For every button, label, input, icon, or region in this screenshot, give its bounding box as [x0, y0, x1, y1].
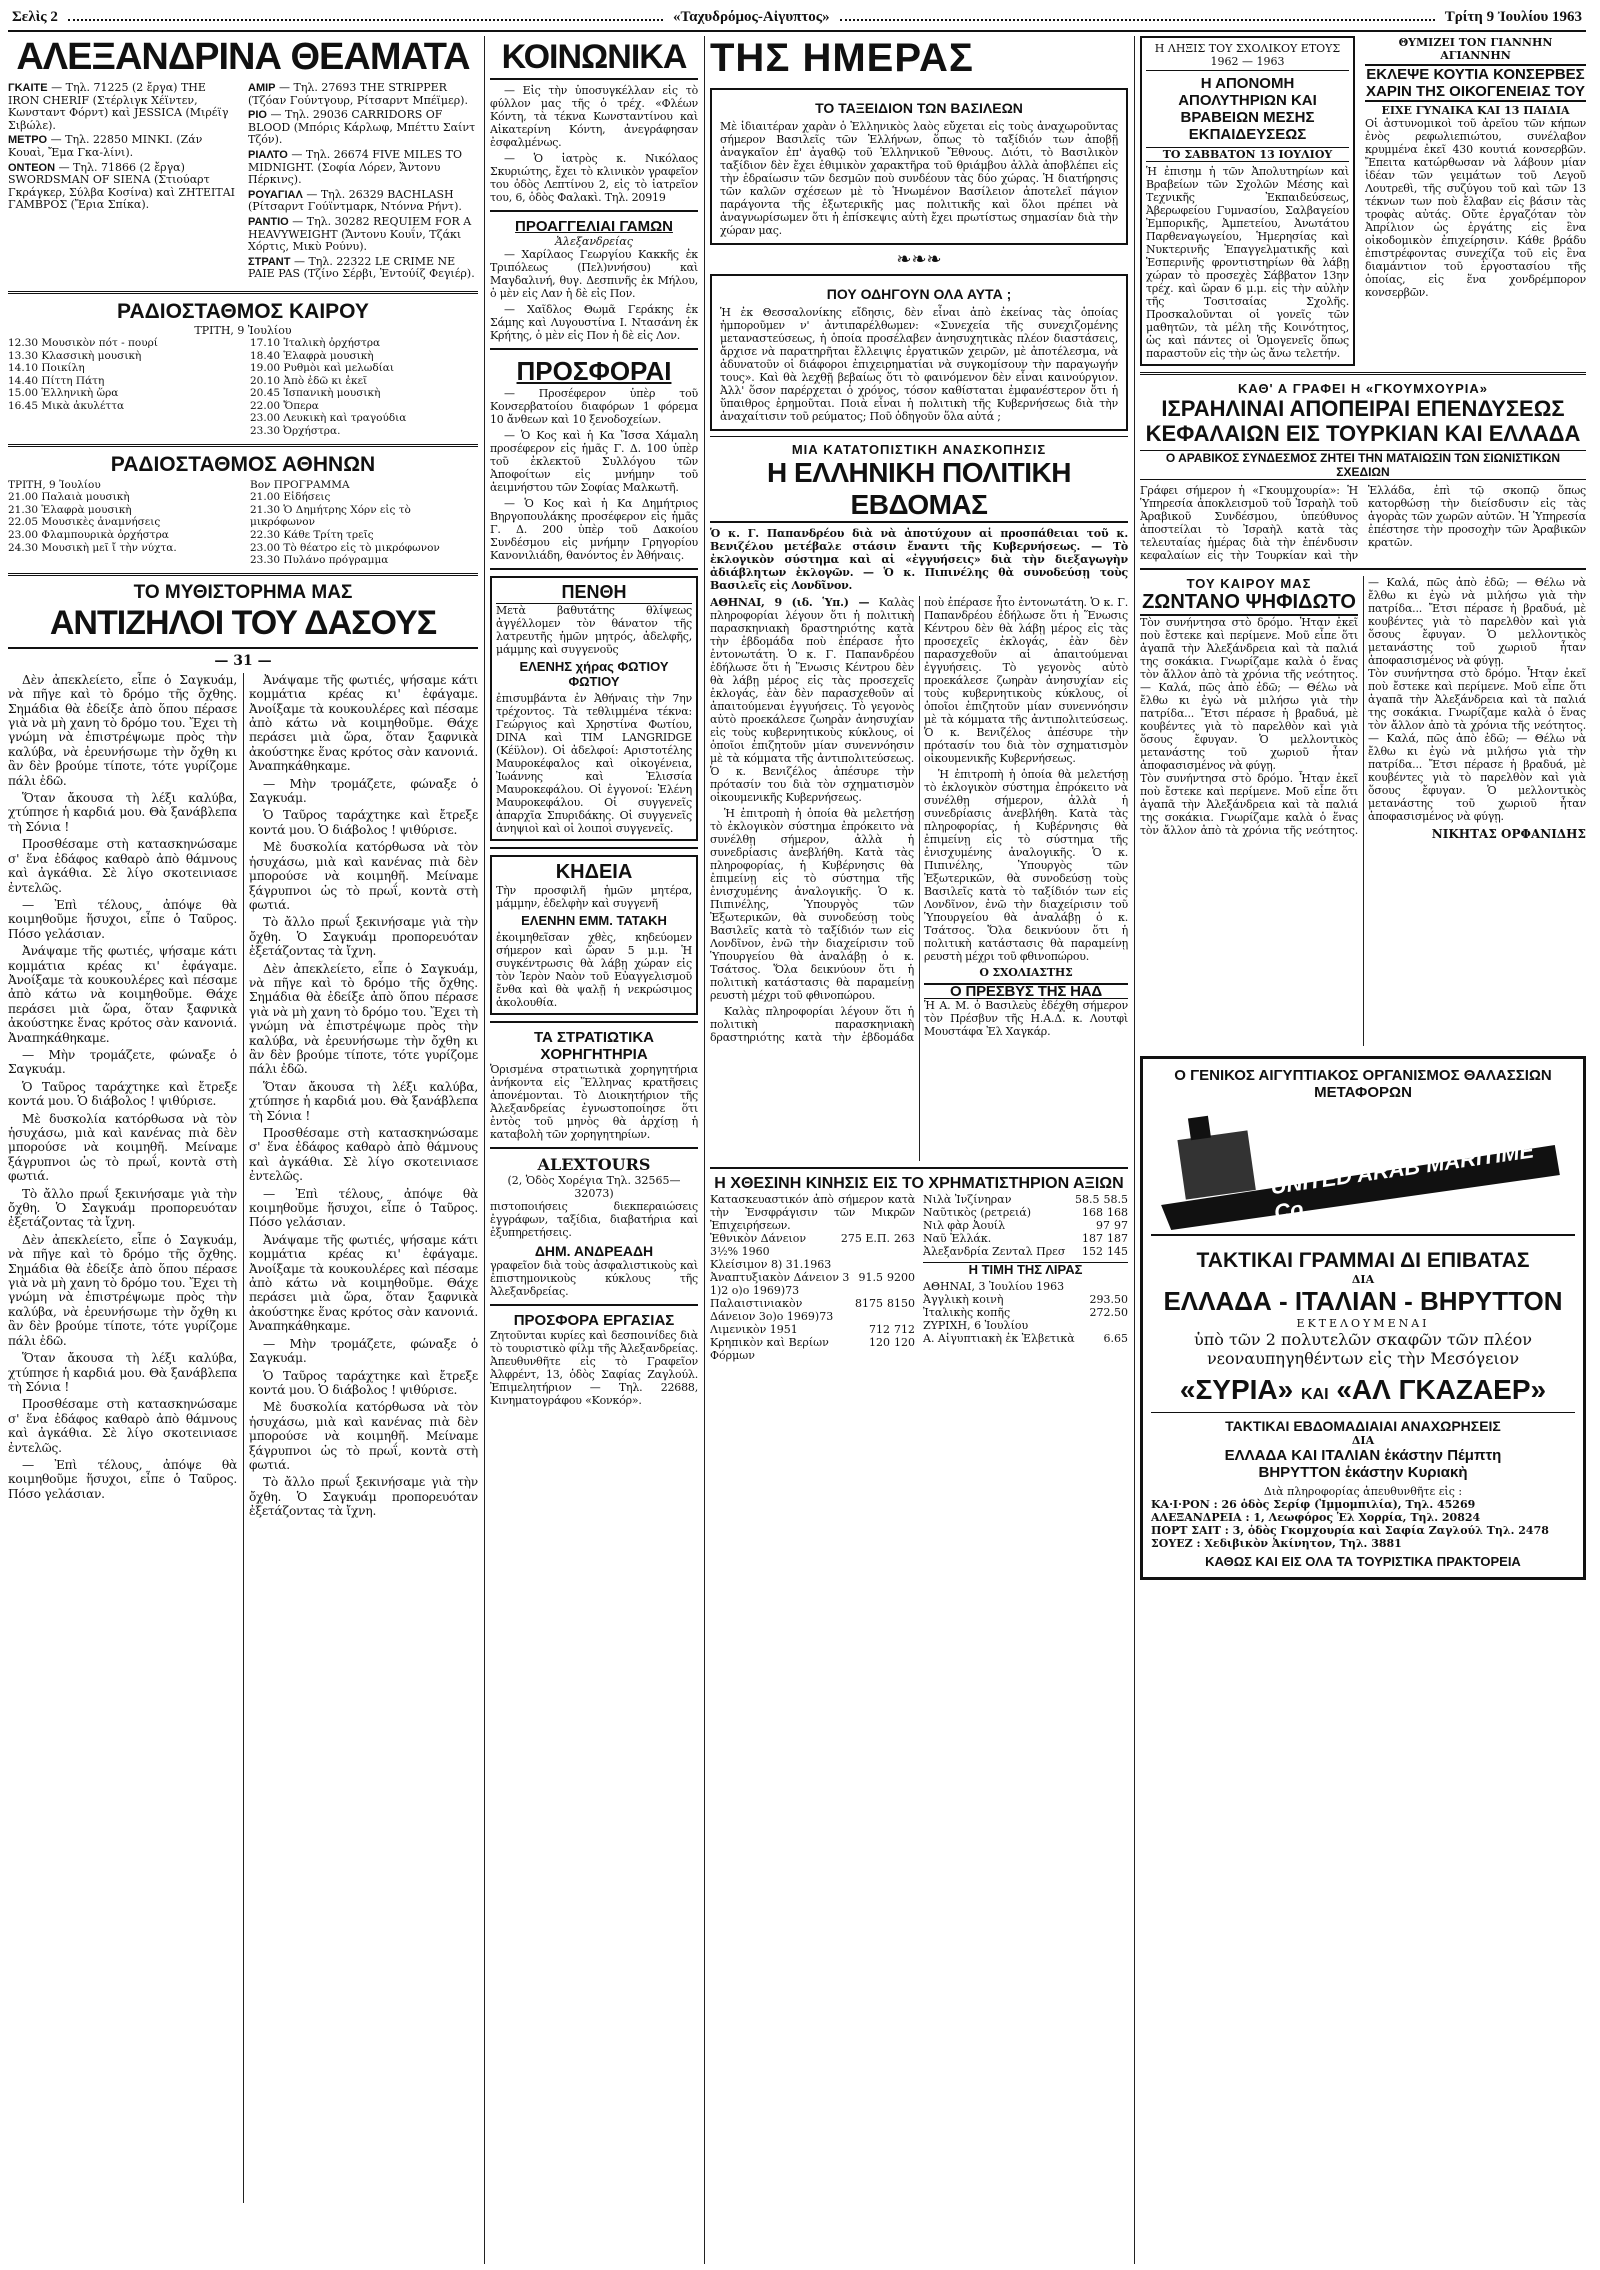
serial-paragraph: — Ἐπὶ τέλους, ἀπόψε θὰ κοιμηθοῦμε ἥσυχοι, εἶπε ὁ Ταῦρος. Πόσο γελάσιαν. [249, 1186, 478, 1230]
radio-slot: 21.30 Ἑλαφρὰ μουσικὴ [8, 503, 132, 516]
cinema-listing [248, 82, 478, 107]
radio-athens-prog: Βον ΠΡΟΓΡΑΜΜΑ [250, 478, 350, 491]
lira-row: Α. Αἰγυπτιακὴ ἐκ Ἑλβετικὰ 6.65 [923, 1332, 1128, 1345]
radio-slot: 14.10 Ποικίλη [8, 362, 85, 375]
radio-slot: 22.05 Μουσικὲς ἀναμνήσεις [8, 516, 161, 529]
mourning-notice: ΠΕΝΘΗ Μετὰ βαθυτάτης θλίψεως ἀγγέλλομεν τὸν θάνατον τῆς λατρευτῆς ἡμῶν μητρός, ἀδελφῆς, μάμμης καὶ συγγενοῦς ΕΛΕΝΗΣ χήρας ΦΩΤΙΟΥ ΦΩΤΙΟΥ ἐπισυμβάντα ἐν Ἀθήναις τὴν 7ην τρέχοντος. Τὰ τεθλιμμένα τέκνα: Γεώργιος καὶ Χρηστίνα Φωτίου, DINA καὶ TIM LANGRIDGE (Κέϋλον). Οἱ ἀδελφοί: Αριστοτέλης Μαυροκέφαλος καὶ οἰκογένεια, Ἰωάννης καὶ Ἑλισσία Μαυροκεφάλου. Οἱ ἐγγονοί: Ἑλένη Μαυροκεφάλου. Οἱ συγγενεῖς ἀπαρχῖα Σπυριδάκης. Οἱ συγγενεῖς ἀνηψιοὶ καὶ οἱ λοιποὶ συγγενεῖς. [490, 576, 698, 841]
serial-paragraph: — Μὴν τρομάζετε, φώναξε ὁ Σαγκυάμ. [249, 776, 478, 806]
page-number: Σελὶς 2 [12, 8, 58, 25]
radio-slot: 21.00 Παλαιὰ μουσικὴ [8, 491, 130, 504]
school-notice: Η ΛΗΞΙΣ ΤΟΥ ΣΧΟΛΙΚΟΥ ΕΤΟΥΣ 1962 — 1963 Η ΑΠΟΝΟΜΗ ΑΠΟΛΥΤΗΡΙΩΝ ΚΑΙ ΒΡΑΒΕΙΩΝ ΜΕΣΗΣ ΕΚΠΑΙΔΕΥΣΕΩΣ ΤΟ ΣΑΒΒΑΤΟΝ 13 ΙΟΥΛΙΟΥ Ἡ ἐπισημ ἡ τῶν Ἀπολυτηρίων καὶ Βραβείων τῶν Σχολῶν Μέσης καὶ Τεχνικῆς Ἐκπαιδεύσεως, Ἀβερωφείου Γυμνασίου, Σαλβαγείου Ἐμπορικῆς, Ἀμπετείου, Ἀνωτάτου Παρθεναγωγείου, Ἡμερησίας καὶ Νυκτερινῆς Ἐπαγγελματικῆς καὶ Ἑσπερινῆς φροντιστηρίων θὰ λάβῃ χώραν τὸ προσεχὲς Σάββατον 13ην τρέχ. καὶ ὥραν 6 μ.μ. εἰς τὴν αὐλὴν τῆς Τοσιτσαίας Σχολῆς. Προσκαλοῦνται οἱ γονεῖς τῶν μαθητῶν, τὰ μέλη τῆς Κοινότητος, ὡς καὶ πάντες οἱ Ὁμογενεῖς ὅπως παραστοῦν εἰς τὴν ὡς ἄνω τελετήν. [1140, 36, 1355, 366]
radio-slot: 21.30 Ὁ Δημήτρης Χόρν εἰς τὸ μικρόφωνον [250, 503, 411, 529]
cinema-program: — Τηλ. 22850 MINKI. (Ζάν Κουαὶ, Ἔμα Γκα-λίνι). [8, 133, 203, 159]
ship-syria: «ΣΥΡΙΑ» [1179, 1374, 1294, 1405]
market-row: Νιλὰ Ἰνζίνηραν 58.5 58.5 [923, 1193, 1128, 1206]
radio-cairo-schedule [8, 337, 478, 438]
jobs-title: ΠΡΟΣΦΟΡΑ ΕΡΓΑΣΙΑΣ [513, 1312, 675, 1329]
cinema-program: — Τηλ. 27693 THE STRIPPER (Τζόαν Γούντγουρ, Ρίτσαρντ Μπέϊμερ). [248, 81, 468, 107]
cinema-listing [8, 82, 238, 132]
radio-slot: 24.30 Μουσικὴ μεῖ ἴ τὴν νύχτα. [8, 541, 177, 554]
serial-paragraph: Μὲ δυσκολία κατόρθωσα νὰ τὸν ἡσυχάσω, μιὰ καὶ κανένας πιὰ δὲν μπορούσε νὰ κοιμηθῆ. Μείναμε ξάγρυπνοι ὡς τὸ πρωΐ, κοντὰ στὴ φωτιά. [8, 1111, 237, 1184]
radio-slot: 18.40 Ἑλαφρὰ μουσικὴ [250, 349, 374, 362]
mourning-name: ΕΛΕΝΗΣ χήρας ΦΩΤΙΟΥ ΦΩΤΙΟΥ [519, 659, 669, 689]
radio-slot: 19.00 Ρυθμὸι καὶ μελωδίαι [250, 362, 395, 375]
serial-paragraph: — Μὴν τρομάζετε, φώναξε ὁ Σαγκυάμ. [249, 1336, 478, 1366]
society-item: — Εἰς τὴν ὑποσυγκέλλαν εἰς τὸ φύλλον μας τῆς ὁ τρέχ. «Φλέων Κόντη, τὰ τέκνα Κωνσταντίνου καὶ Αἰκατερίνη Κόντη, ἀνεγράφησαν ἐσφαλμένως. [490, 84, 698, 149]
ambassador-title: Ο ΠΡΕΣΒΥΣ ΤΗΣ ΗΑΔ [924, 983, 1128, 999]
alextours-name: ALEXTOURS [537, 1155, 651, 1174]
serial-paragraph: Ὅταν ἄκουσα τὴ λέξι καλύβα, χτύπησε ἡ καρδιά μου. Θὰ ξανάβλεπα τὴ Σόνια ! [249, 1079, 478, 1123]
serial-paragraph: Δὲν ἀπεκλείετο, εἶπε ὁ Σαγκυάμ, νὰ πῆγε καὶ τὸ δρόμο τῆς ὄχθης. Σημάδια θὰ ἐδείξε ἀπὸ ὅπου πέρασε γιὰ νὰ μὴ χανη τὸ δρόμο του. Ἔχει τὴ γνώμη νὰ ἐπιστρέψωμε πρὸς τὴν καλύβα, νὰ ἐρευνήσωμε τὴν ὄχθη κι ἂν δὲν βρούμε τίποτε, τότε γυρίζομε πάλι ἐδῶ. [8, 1232, 237, 1348]
weddings-title: ΠΡΟΑΓΓΕΛΙΑΙ ΓΑΜΩΝ [515, 218, 673, 235]
ad-office-line: ΑΛΕΞΑΝΔΡΕΙΑ : 1, Λεωφόρος Ἑλ Χορρία, Τηλ. 20824 [1151, 1511, 1481, 1524]
radio-slot: 21.00 Εἰδήσεις [250, 491, 331, 504]
market-row: Ἀναπτυξιακὸν Δάνειον 3 1)2 ο)ο 1969)73 91.5 9200 [710, 1271, 915, 1297]
cinema-listing [8, 162, 238, 212]
cinema-name: ΡΙΑΛΤΟ [248, 148, 288, 161]
serial-paragraph: Προσθέσαμε στὴ κατασκηνώσαμε σ' ἕνα ἐδάφος καθαρὸ ἀπὸ θάμνους καὶ ἀγκάθια. Σὲ λίγο σκοτεινιασε ἐντελῶς. [249, 1126, 478, 1184]
cinema-listing [248, 256, 478, 281]
market-row: Ἀλεξανδρία Ζενταλ Πρεσ 152 145 [923, 1245, 1128, 1258]
serial-paragraph: Ὁ Ταῦρος ταράχτηκε καὶ ἔτρεξε κοντά μου. Ὁ διάβολος ! ψιθύρισε. [249, 1368, 478, 1397]
cinema-listings [8, 82, 478, 285]
wedding-item: — Χαῖδλος Θωμᾶ Γεράκης ἐκ Σάμης καὶ Λυγουστίνα Ι. Ντασάνη ἐκ Κρήτης, ὁ μὲν εἰς Πον ἡ δὲ εἰς Λον. [490, 303, 698, 342]
serial-paragraph: Δὲν ἀπεκλείετο, εἶπε ὁ Σαγκυάμ, νὰ πῆγε καὶ τὸ δρόμο τῆς ὄχθης. Σημάδια θὰ ἐδείξε ἀπὸ ὅπου πέρασε γιὰ νὰ μὴ χανη τὸ δρόμο του. Ἔχει τὴ γνώμη νὰ ἐπιστρέψωμε πρὸς τὴν καλύβα, νὰ ἐρευνήσωμε τὴν ὄχθη κι ἂν δὲν βρούμε τίποτε, τότε γυρίζομε πάλι ἐδῶ. [8, 672, 237, 788]
cinema-name: ΟΝΤΕΟΝ [8, 161, 56, 174]
serial-paragraph: — Ἐπὶ τέλους, ἀπόψε θὰ κοιμηθοῦμε ἥσυχοι, εἶπε ὁ Ταῦρος. Πόσο γελάσιαν. [8, 1457, 237, 1501]
market-row: Λιμενικὸν 1951 712 712 [710, 1323, 915, 1336]
radio-slot: 15.00 Ἑλληνικὴ ὥρα [8, 387, 119, 400]
radio-slot: 20.45 Ἰσπανικὴ μουσικὴ [250, 387, 381, 400]
cinema-list-right [248, 82, 478, 283]
radio-slot: 23.00 Φλαμπουρικὰ ὀρχήστρα [8, 529, 169, 542]
survey-lede: Ὁ κ. Γ. Παπανδρέου διὰ νὰ ἀποτύχουν αἱ προσπάθειαι τοῦ κ. Βενιζέλου μετέβαλε στάσιν ἔναντι τῆς Κυβερνήσεως. — Τὸ ἐκλογικὸν σύστημα καὶ αἱ «ἐγγυήσεις» διὰ τὴν διεξαγωγὴν ἀδιάβλητων ἐκλογῶν. — Ὁ κ. Πιπινέλης θὰ συνοδεύσῃ τοὺς Βασιλεῖς εἰς Λονδῖνον. [710, 527, 1128, 592]
issue-date: Τρίτη 9 Ἰουλίου 1963 [1444, 8, 1583, 25]
radio-slot: 23.00 Λευκικὴ καὶ τραγούδια [250, 412, 407, 425]
market-row: Ναῦτικὸς (ρετρειά) 168 168 [923, 1206, 1128, 1219]
cinema-name: ΜΕΤΡΟ [8, 134, 48, 147]
military-title: ΤΑ ΣΤΡΑΤΙΩΤΙΚΑ ΧΟΡΗΓΗΤΗΡΙΑ [533, 1029, 655, 1063]
society-item: — Ὁ ἰατρὸς κ. Νικόλαος Σκυριώτης, ἔχει τὸ κλινικὸν γραφεῖον του ὁδὸς Λεπτίνου 2, εἰς τὸ ἰατρεῖον του, 6, ὁδὸς Φαλακὶ. Τηλ. 20919 [490, 152, 698, 204]
radio-athens-day: ΤΡΙΤΗ, 9 Ἰουλίου [8, 478, 101, 491]
offers-title: ΠΡΟΣΦΟΡΑΙ [516, 356, 672, 386]
weddings-sub: Ἀλεξανδρείας [555, 235, 633, 248]
radio-slot: 16.45 Μικὰ ἀκυλέττα [8, 399, 125, 412]
offer-item: — Προσέφερον ὑπὲρ τοῦ Κονσερβατοίου διαφόρων 1 φόρεμα 10 ἄνθεων καὶ 10 ξενοδοχείων. [490, 387, 698, 426]
radio-slot: 13.30 Κλασσικὴ μουσικὴ [8, 349, 142, 362]
ship-flag-text: UNITED ARAB MARITIME Co. [1268, 1137, 1536, 1225]
serial-body [8, 673, 478, 2203]
radio-athens-title: ΡΑΔΙΟΣΤΑΘΜΟΣ ΑΘΗΝΩΝ [110, 452, 376, 476]
serial-paragraph: — Μὴν τρομάζετε, φώναξε ὁ Σαγκυάμ. [8, 1047, 237, 1077]
funeral-name: ΕΛΕΝΗΝ ΕΜΜ. ΤΑΤΑΚΗ [521, 913, 667, 928]
survey-label: ΜΙΑ ΚΑΤΑΤΟΠΙΣΤΙΚΗ ΑΝΑΣΚΟΠΗΣΙΣ [791, 442, 1047, 457]
offer-item: — Ὁ Κος καὶ ἡ Κα Δημήτριος Βηργοπουλάκης προσέφερον εἰς ἡμᾶς Γ. Δ. 200 ὑπὲρ τοῦ Δακοίου Συνδέσμου εἰς μνήμην Γρηγορίου Κανονιλιάδη, θανόντος ἐν Ἀθήναις. [490, 497, 698, 562]
market-row: Κρηπικὸν καὶ Βερίων Φόρμων 120 120 [710, 1336, 915, 1362]
banner-title: ΤΗΣ ΗΜΕΡΑΣ [710, 36, 974, 80]
cinema-program: — Τηλ. 30282 REQUIEM FOR A HEAVYWEIGHT (Ἄντονυ Κουΐν, Τζάκι Χόρτις, Μικὺ Ρούνυ). [248, 214, 472, 254]
cinema-name: ΡΟΥΑΓΙΑΛ [248, 188, 303, 201]
ship-algazaer: «ΑΛ ΓΚΑΖΑΕΡ» [1336, 1374, 1547, 1405]
society-title: ΚΟΙΝΩΝΙΚΑ [490, 36, 698, 80]
survey-body: ΑΘΗΝΑΙ, 9 (ιδ. Ὑπ.) — Καλὰς πληροφορίαι λέγουν ὅτι ἡ πολιτικὴ παρασκηνιακὴ δραστηριότης κατὰ τὴν ἑβδομάδα ποὺ ἐπέρασε ἦτο ἐντονωτάτη. Ὁ κ. Γ. Παπανδρέου ἐδήλωσε ὅτι ἡ Ἕνωσις Κέντρου δὲν θὰ λάβῃ μέρος εἰς τὰς προσεχεῖς ἐκλογάς, ἐὰν δὲν παρασχεθοῦν αἱ ἀπαιτούμεναι ἐγγυήσεις. Τὸ γεγονὸς αὐτὸ προεκάλεσε ζωηρὰν ἀνησυχίαν εἰς τοὺς κυβερνητικοὺς κύκλους, οἱ ὁποῖοι ἐπιζητοῦν μίαν συνεννόησιν μὲ τὰ κόμματα τῆς ἀντιπολιτεύσεως. Ὁ κ. Βενιζέλος ἀπέσυρε τὴν πρότασίν του διὰ τὸν σχηματισμὸν οἰκουμενικῆς Κυβερνήσεως. Ἡ ἐπιτροπὴ ἡ ὁποία θὰ μελετήσῃ τὸ ἐκλογικὸν σύστημα ἐπρόκειτο νὰ συνέλθῃ σήμερον, ἀλλὰ ἡ συνεδρίασις ἀνεβλήθη. Κατὰ τὰς πληροφορίας, ἡ Κυβέρνησις θὰ ἐπιμείνῃ εἰς τὸ σύστημα τῆς ἐνισχυμένης ἀναλογικῆς. Ὁ κ. Πιπινέλης, Ὑπουργὸς τῶν Ἐξωτερικῶν, θὰ συνοδεύσῃ τοὺς Βασιλεῖς κατὰ τὸ ταξίδιόν των εἰς Λονδῖνον, ἐνῶ τὴν διαχείρισιν τοῦ Ὑπουργείου θὰ ἀναλάβῃ ὁ κ. Τσάτσος. Ὅλα δεικνύουν ὅτι ἡ πολιτικὴ κατάστασις θὰ παραμείνῃ ρευστὴ μέχρι τοῦ φθινοπώρου. Καλὰς πληροφορίαι λέγουν ὅτι ἡ πολιτικὴ παρασκηνιακὴ δραστηριότης κατὰ τὴν ἑβδομάδα ποὺ ἐπέρασε ἦτο ἐντονωτάτη. Ὁ κ. Γ. Παπανδρέου ἐδήλωσε ὅτι ἡ Ἕνωσις Κέντρου δὲν θὰ λάβῃ μέρος εἰς τὰς προσεχεῖς ἐκλογάς, ἐὰν δὲν παρασχεθοῦν αἱ ἀπαιτούμεναι ἐγγυήσεις. Τὸ γεγονὸς αὐτὸ προεκάλεσε ζωηρὰν ἀνησυχίαν εἰς τοὺς κυβερνητικοὺς κύκλους, οἱ ὁποῖοι ἐπιζητοῦν μίαν συνεννόησιν μὲ τὰ κόμματα τῆς ἀντιπολιτεύσεως. Ὁ κ. Βενιζέλος ἀπέσυρε τὴν πρότασίν του διὰ τὸν σχηματισμὸν οἰκουμενικῆς Κυβερνήσεως. Ἡ ἐπιτροπὴ ἡ ὁποία θὰ μελετήσῃ τὸ ἐκλογικὸν σύστημα ἐπρόκειτο νὰ συνέλθῃ σήμερον, ἀλλὰ ἡ συνεδρίασις ἀνεβλήθη. Κατὰ τὰς πληροφορίας, ἡ Κυβέρνησις θὰ ἐπιμείνῃ εἰς τὸ σύστημα τῆς ἐνισχυμένης ἀναλογικῆς. Ὁ κ. Πιπινέλης, Ὑπουργὸς τῶν Ἐξωτερικῶν, θὰ συνοδεύσῃ τοὺς Βασιλεῖς κατὰ τὸ ταξίδιόν των εἰς Λονδῖνον, ἐνῶ τὴν διαχείρισιν τοῦ Ὑπουργείου θὰ ἀναλάβῃ ὁ κ. Τσάτσος. Ὅλα δεικνύουν ὅτι ἡ πολιτικὴ κατάστασις θὰ παραμείνῃ ρευστὴ μέχρι τοῦ φθινοπώρου. Ο ΣΧΟΛΙΑΣΤΗΣ Ο ΠΡΕΣΒΥΣ ΤΗΣ ΗΑΔ Ἡ Α. Μ. ὁ Βασιλεὺς ἐδέχθη σήμερον τὸν Πρέσβυν τῆς Η.Α.Δ. κ. Λουτφὶ Μουστάφα Ἐλ Χαγκάρ. [710, 596, 1128, 1044]
serial-label: ΤΟ ΜΥΘΙΣΤΟΡΗΜΑ ΜΑΣ [133, 581, 353, 603]
cinema-list-left [8, 82, 238, 283]
scholiast: Ο ΣΧΟΛΙΑΣΤΗΣ [979, 966, 1073, 979]
cinema-program: — Τηλ. 26329 BACHLASH (Ρίτσαρντ Γούϊντμαρκ, Ντόννα Ρήντ). [248, 187, 462, 214]
paper-name: «Ταχυδρόμος-Αἰγυπτος» [672, 8, 830, 25]
serial-paragraph: Ὅταν ἄκουσα τὴ λέξι καλύβα, χτύπησε ἡ καρδιά μου. Θὰ ξανάβλεπα τὴ Σόνια ! [8, 1351, 237, 1394]
cinema-name: ΡΑΝΤΙΟ [248, 215, 289, 228]
serial-paragraph: Ἀνάψαμε τῆς φωτιές, ψήσαμε κάτι κομμάτια κρέας κι' ἐφάγαμε. Ἀνοίξαμε τὰ κουκουλέρες καὶ πέσαμε ἀπὸ κάτω νὰ κοιμηθοῦμε. Θάχε περάσει μιὰ ὥρα, ὅταν ξαφνικὰ ἀκούστηκε ἕνας κρότος σὰν κανονιά. Ἀναπηκάθηκαμε. [249, 672, 478, 774]
radio-slot: 14.40 Πίττη Πάτη [8, 374, 105, 387]
cinema-name: ΓΚΑΙΤΕ [8, 82, 48, 94]
radio-slot: 22.00 Ὄπερα [250, 399, 319, 412]
serial-paragraph: Ὅταν ἄκουσα τὴ λέξι καλύβα, χτύπησε ἡ καρδιά μου. Θὰ ξανάβλεπα τὴ Σόνια ! [8, 791, 237, 834]
editorial-where: ΠΟΥ ΟΔΗΓΟΥΝ ΟΛΑ ΑΥΤΑ ; Ἡ ἐκ Θεσσαλονίκης εἴδησις, δὲν εἶναι ἀπὸ ἐκείνας τὰς ὁποίας ἠμποροῦμεν ν' ἀντιπαρέλθωμεν: «Συνεχεία τῆς συνεχιζομένης μεταναστεύσεως, ἡ ὁποία προσέλαβεν ἀνησυχητικὰς πλέον διαστάσεις, ἄρχισε νὰ παρατηρῆται ἔλλειψις ἐργατικῶν χειρῶν, μὲ ἀποτέλεσμα, νὰ ἀδυνατοῦν οἱ διάφοροι ἐπιχειρηματίαι νὰ συγκομίσουν τὴν παραγωγήν τους». Καὶ θὰ λεχθῇ βεβαίως ὅτι τὸ φαινόμενον δὲν εἶναι καινούργιον. Ἀλλ' ὅσον παρέρχεται ὁ χρόνος, τόσον καθίσταται ἐμφανέστερον ὅτι ἡ ὕπαιθρος ἐρημοῦται. Ποιὰ εἶναι ἡ πολιτικὴ τῆς Κυβερνήσεως διὰ τὴν ἀναχαίτισιν τοῦ ρεύματος; Ποῦ ὁδηγοῦν ὅλα αὐτά ; [710, 274, 1128, 431]
market-row: Ναῦ Ἑλλάκ. 187 187 [923, 1232, 1128, 1245]
column-entertainment [8, 36, 478, 2264]
radio-slot: 23.30 Ὀρχήστρα. [250, 425, 341, 438]
editorial-kings: ΤΟ ΤΑΞΕΙΔΙΟΝ ΤΩΝ ΒΑΣΙΛΕΩΝ Μὲ ἰδιαιτέραν χαρὰν ὁ Ἑλληνικὸς λαὸς εὔχεται εἰς τοὺς ἀναχωροῦντας σήμερον Βασιλεῖς τῶν Ἑλλήνων, ὅπως τὸ ταξίδιόν των ἀποβῇ ἀναγκαῖον ἐπ' ἀγαθῷ τοῦ Ἑλληνικοῦ Ἔθνους. Διότι, τὸ Βασιλικὸν ταξίδιον δὲν ἔχει ἐθιμικὸν χαρακτῆρα τοῦ θριάμβου ἀλλὰ ἀποβλέπει εἰς τὴν ἐδραίωσιν τῶν δεσμῶν ποὺ συνδέουν τὰς δύο χώρας. Ἡ διατήρησις τῶν καλῶν σχέσεων μὲ τὸ Ἡνωμένον Βασίλειον ἀποτελεῖ πάγιον παράγοντα τῆς ἐξωτερικῆς μας πολιτικῆς καὶ ὅλοι πρέπει νὰ ἀναγνωρίσωμεν ὅτι ἡ ἐπίσκεψις αὐτὴ ἔχει πρωτίστως σημασίαν διὰ τὴν χώραν μας. [710, 88, 1128, 245]
survey-title: Η ΕΛΛΗΝΙΚΗ ΠΟΛΙΤΙΚΗ ΕΒΔΟΜΑΣ [710, 457, 1128, 523]
cinema-program: — Τηλ. 26674 FIVE MILES TO MIDNIGHT. (Σοφία Λόρεν, Ἄντονυ Πέρκινς). [248, 147, 462, 187]
serial-paragraph: Προσθέσαμε στὴ κατασκηνώσαμε σ' ἕνα ἐδάφος καθαρὸ ἀπὸ θάμνους καὶ ἀγκάθια. Σὲ λίγο σκοτεινιασε ἐντελῶς. [8, 837, 237, 895]
market-title: Η ΧΘΕΣΙΝΗ ΚΙΝΗΣΙΣ ΕΙΣ ΤΟ ΧΡΗΜΑΤΙΣΤΗΡΙΟΝ ΑΞΙΩΝ [714, 1175, 1124, 1192]
society-items [490, 84, 698, 204]
lira-row: Ἀγγλικὴ κοινὴ 293.50 [923, 1293, 1128, 1306]
serial-paragraph: Τὸ ἄλλο πρωΐ ξεκινήσαμε γιὰ τὴν ὄχθη. Ὁ Σαγκυάμ προπορευόταν ἐξετάζοντας τὰ ἴχνη. [8, 1186, 237, 1230]
cinema-program: — Τηλ. 29036 CARRIDORS OF BLOOD (Μπόρις Κάρλωφ, Μπέττυ Σαίντ Τζόν). [248, 108, 476, 147]
serial-paragraph: Ἀνάψαμε τῆς φωτιές, ψήσαμε κάτι κομμάτια κρέας κι' ἐφάγαμε. Ἀνοίξαμε τὰ κουκουλέρες καὶ πέσαμε ἀπὸ κάτω νὰ κοιμηθοῦμε. Θάχε περάσει μιὰ ὥρα, ὅταν ξαφνικὰ ἀκούστηκε ἕνας κρότος σὰν κανονιά. Ἀναπηκάθηκαμε. [249, 1232, 478, 1334]
serial-paragraph: Ἀνάψαμε τῆς φωτιές, ψήσαμε κάτι κομμάτια κρέας κι' ἐφάγαμε. Ἀνοίξαμε τὰ κουκουλέρες καὶ πέσαμε ἀπὸ κάτω νὰ κοιμηθοῦμε. Θάχε περάσει μιὰ ὥρα, ὅταν ξαφνικὰ ἀκούστηκε ἕνας κρότος σὰν κανονιά. Ἀναπηκάθηκαμε. [8, 944, 237, 1045]
israel-title: ΙΣΡΑΗΛΙΝΑΙ ΑΠΟΠΕΙΡΑΙ ΕΠΕΝΔΥΣΕΩΣ ΚΕΦΑΛΑΙΩΝ ΕΙΣ ΤΟΥΡΚΙΑΝ ΚΑΙ ΕΛΛΑΔΑ [1145, 396, 1581, 446]
radio-cairo-title: ΡΑΔΙΟΣΤΑΘΜΟΣ ΚΑΙΡΟΥ [117, 299, 369, 323]
cinema-listing [248, 149, 478, 187]
radio-slot: 20.10 Ἀπὸ ἐδῶ κι ἐκεῖ [250, 374, 368, 387]
ad-route: ΕΛΛΑΔΑ - ΙΤΑΛΙΑΝ - ΒΗΡΥΤΤΟΝ [1163, 1286, 1563, 1316]
lira-row: Ἰταλικὴς κοπῆς 272.50 [923, 1306, 1128, 1319]
serial-paragraph: Μὲ δυσκολία κατόρθωσα νὰ τὸν ἡσυχάσω, μιὰ καὶ κανένας πιὰ δὲν μπορούσε νὰ κοιμηθῆ. Μείναμε ξάγρυπνοι ὡς τὸ πρωΐ, κοντὰ στὴ φωτιά. [249, 840, 478, 912]
serial-number: — 31 — [214, 652, 272, 669]
serial-paragraph: Ὁ Ταῦρος ταράχτηκε καὶ ἔτρεξε κοντά μου. Ὁ διάβολος ! ψιθύρισε. [8, 1079, 237, 1109]
cinema-program: — Τηλ. 71866 (2 ἔργα) SWORDSMAN OF SIENA (Στιούαρτ Γκράγκερ, Σύλβα Κοσίνα) καὶ ΖΗΤΕΙΤΑΙ ΓΑΜΒΡΟΣ (Ἔρια Σπίκα). [8, 160, 235, 212]
serial-paragraph: Τὸ ἄλλο πρωΐ ξεκινήσαμε γιὰ τὴν ὄχθη. Ὁ Σαγκυάμ προπορευόταν ἐξετάζοντας τὰ ἴχνη. [249, 915, 478, 959]
column-social: ΚΟΙΝΩΝΙΚΑ — Εἰς τὴν ὑποσυγκέλλαν εἰς τὸ φύλλον μας τῆς ὁ τρέχ. «Φλέων Κόντη, τὰ τέκνα Κωνσταντίνου καὶ Αἰκατερίνη Κόντη, ἀνεγράφησαν ἐσφαλμένως. — Ὁ ἰατρὸς κ. Νικόλαος Σκυριώτης, ἔχει τὸ κλινικὸν γραφεῖον του ὁδὸς Λεπτίνου 2, εἰς τὸ ἰατρεῖον του, 6, ὁδὸς Φαλακὶ. Τηλ. 20919 ΠΡΟΑΓΓΕΛΙΑΙ ΓΑΜΩΝ Ἀλεξανδρείας — Χαρίλαος Γεωργίου Κακκῆς ἐκ Τριπόλεως (Πελ)ννήσου) καὶ Μαγδαλινή, θυγ. Δεσπινῆς ἐκ Μήλου, ὁ μὲν εἰς Λαν ἡ δὲ εἰς Πον. — Χαῖδλος Θωμᾶ Γεράκης ἐκ Σάμης καὶ Λυγουστίνα Ι. Ντασάνη ἐκ Κρήτης, ὁ μὲν εἰς Πον ἡ δὲ εἰς Λον. ΠΡΟΣΦΟΡΑΙ — Προσέφερον ὑπὲρ τοῦ Κονσερβατοίου διαφόρων 1 φόρεμα 10 ἄνθεων καὶ 10 ξενοδοχείων. — Ὁ Κος καὶ ἡ Κα Ἴσσα Χάμαλη προσέφερον εἰς ἡμᾶς Γ. Δ. 100 ὑπὲρ τοῦ ἐκλεκτοῦ Συλλόγου τῶν Ἀποφοίτων εἰς μνήμην τοῦ ἀειμνήστου τῶν Σοφίας Μαλκωτῆ. — Ὁ Κος καὶ ἡ Κα Δημήτριος Βηργοπουλάκης προσέφερον εἰς ἡμᾶς Γ. Δ. 200 ὑπὲρ τοῦ Δακοίου Συνδέσμου εἰς μνήμην Γρηγορίου Κανονιλιάδη, θανόντος ἐν Ἀθήναις. ΠΕΝΘΗ Μετὰ βαθυτάτης θλίψεως ἀγγέλλομεν τὸν θάνατον τῆς λατρευτῆς ἡμῶν μητρός, ἀδελφῆς, μάμμης καὶ συγγενοῦς ΕΛΕΝΗΣ χήρας ΦΩΤΙΟΥ ΦΩΤΙΟΥ ἐπισυμβάντα ἐν Ἀθήναις τὴν 7ην τρέχοντος. Τὰ τεθλιμμένα τέκνα: Γεώργιος καὶ Χρηστίνα Φωτίου, DINA καὶ TIM LANGRIDGE (Κέϋλον). Οἱ ἀδελφοί: Αριστοτέλης Μαυροκέφαλος καὶ οἰκογένεια, Ἰωάννης καὶ Ἑλισσία Μαυροκεφάλου. Οἱ ἐγγονοί: Ἑλένη Μαυροκεφάλου. Οἱ συγγενεῖς ἀπαρχῖα Σπυριδάκης. Οἱ συγγενεῖς ἀνηψιοὶ καὶ οἱ λοιποὶ συγγενεῖς. ΚΗΔΕΙΑ Τὴν προσφιλῆ ἡμῶν μητέρα, μάμμην, ἐδελφὴν καὶ συγγενῆ ΕΛΕΝΗΝ ΕΜΜ. ΤΑΤΑΚΗ ἐκοιμηθεῖσαν χθὲς, κηδεύομεν σήμερον καὶ ὥραν 5 μ.μ. Ἡ συγκέντρωσις θὰ λάβῃ χώραν εἰς τὸν Ἱερὸν Ναὸν τοῦ Εὐαγγελισμοῦ ἔνθα καὶ θὰ ψαλῇ ἡ νεκρώσιμος ἀκολουθία. ΤΑ ΣΤΡΑΤΙΩΤΙΚΑ ΧΟΡΗΓΗΤΗΡΙΑ Ὁρισμένα στρατιωτικὰ χορηγητήρια ἀνήκοντα εἰς Ἕλληνας κρατῆσεις ἀπονέμονται. Τὸ Διοικητήριον τῆς Ἀλεξανδρείας ἐγνωστοποίησε ὅτι ἐντὸς τοῦ μηνὸς θὰ ἀρχίσῃ ἡ καταβολὴ τῶν χορηγητηρίων. ALEXTOURS (2, Ὁδὸς Χορέγια Τηλ. 32565—32073) πιστοποιήσεις διεκπεραιώσεις ἐγγράφων, ταξίδια, διαβατήρια καὶ ἐξυπηρετήσεις. ΔΗΜ. ΑΝΔΡΕΑΔΗ γραφεῖον διὰ τοὺς ἀσφαλιστικοὺς καὶ ἐπιστημονικοὺς κύκλους τῆς Ἀλεξανδρείας. ΠΡΟΣΦΟΡΑ ΕΡΓΑΣΙΑΣ Ζητοῦνται κυρίες καὶ δεσποινίδες διὰ τὸ τουριστικὸ φίλμ τῆς Ἀλεξανδρείας. Ἀπευθυνθῆτε εἰς τὸ Γραφεῖον Ἀλφρέντ, 13, ὁδὸς Σαφίας Ζαγλούλ. Ἐπιμελητήριον — Τηλ. 22688, Κινηματογράφου «Κονκόρ». [490, 38, 698, 1407]
cinema-program: — Τηλ. 22322 LE CRIME NE PAIE PAS (Τζίνο Σέρβι, Ἐντούίζ Φεγιέρ). [248, 254, 475, 281]
ad-office-line: ΠΟΡΤ ΣΑΙΤ : 3, ὁδὸς Γκομχουρία καὶ Σαφία Ζαγλούλ Τηλ. 2478 [1151, 1524, 1549, 1537]
market-table: Κατασκευαστικόν ἀπὸ σήμερον κατὰ τὴν Ἐνσφράγισιν τῶν Μικρῶν Ἐπιχειρήσεων. Ἐθνικὸν Δάνειον 3½% 1960 275 Ε.Π. 263 Κλείσιμον 8) 31.1963 Ἀναπτυξιακὸν Δάνειον 3 1)2 ο)ο 1969)73 91.5 9200 Παλαιστινιακὸν Δάνειον 3ο)ο 1969)73 8175 8150 Λιμενικὸν 1951 712 712 Κρηπικὸν καὶ Βερίων Φόρμων 120 120 Νιλὰ Ἰνζίνηραν 58.5 58.5 Ναῦτικὸς (ρετρειά) 168 168 Νιλ φὰρ Ἀουίλ 97 97 Ναῦ Ἑλλάκ. 187 187 Ἀλεξανδρία Ζενταλ Πρεσ 152 145 Η ΤΙΜΗ ΤΗΣ ΛΙΡΑΣ ΑΘΗΝΑΙ, 3 Ἰουλίου 1963 Ἀγγλικὴ κοινὴ 293.50 Ἰταλικὴς κοπῆς 272.50 ΖΥΡΙΧΗ, 6 Ἰουλίου Α. Αἰγυπτιακὴ ἐκ Ἑλβετικὰ 6.65 [710, 1193, 1128, 1362]
radio-slot: 12.30 Μουσικὸν πότ - πουρί [8, 336, 158, 349]
funeral-notice: ΚΗΔΕΙΑ Τὴν προσφιλῆ ἡμῶν μητέρα, μάμμην, ἐδελφὴν καὶ συγγενῆ ΕΛΕΝΗΝ ΕΜΜ. ΤΑΤΑΚΗ ἐκοιμηθεῖσαν χθὲς, κηδεύομεν σήμερον καὶ ὥραν 5 μ.μ. Ἡ συγκέντρωσις θὰ λάβῃ χώραν εἰς τὸν Ἱερὸν Ναὸν τοῦ Εὐαγγελισμοῦ ἔνθα καὶ θὰ ψαλῇ ἡ νεκρώσιμος ἀκολουθία. [490, 855, 698, 1015]
andreadis-name: ΔΗΜ. ΑΝΔΡΕΑΔΗ [534, 1243, 654, 1259]
cinema-listing [8, 134, 238, 159]
serial-paragraph: Μὲ δυσκολία κατόρθωσα νὰ τὸν ἡσυχάσω, μιὰ καὶ κανένας πιὰ δὲν μπορούσε νὰ κοιμηθῆ. Μείναμε ξάγρυπνοι ὡς τὸ πρωΐ, κοντὰ στὴ φωτιά. [249, 1400, 478, 1472]
market-row: Κλείσιμον 8) 31.1963 [710, 1258, 832, 1271]
market-row: Νιλ φὰρ Ἀουίλ 97 97 [923, 1219, 1128, 1232]
cinema-name: ΡΙΟ [248, 109, 267, 122]
serial-paragraph: — Ἐπὶ τέλους, ἀπόψε θὰ κοιμηθοῦμε ἥσυχοι, εἶπε ὁ Ταῦρος. Πόσο γελάσιαν. [8, 897, 237, 941]
cinema-name: ΣΤΡΑΝΤ [248, 255, 291, 268]
radio-slot: 23.00 Τὸ θέατρο εἰς τὸ μικρόφωνον [250, 541, 440, 554]
ship-illustration [1151, 1105, 1575, 1245]
radio-slot: 17.10 Ἰταλικὴ ὀρχήστρα [250, 336, 381, 349]
ad-office-line: ΣΟΥΕΖ : Χεδιβικὸν Ἀκίνητον, Τηλ. 3881 [1151, 1537, 1402, 1550]
cinema-listing [248, 109, 478, 147]
cinema-name: ΑΜΙΡ [248, 82, 276, 94]
radio-cairo-day: ΤΡΙΤΗ, 9 Ἰουλίου [194, 323, 292, 337]
maritime-ad: Ο ΓΕΝΙΚΟΣ ΑΙΓΥΠΤΙΑΚΟΣ ΟΡΓΑΝΙΣΜΟΣ ΘΑΛΑΣΣΙΩΝ ΜΕΤΑΦΟΡΩΝ UNITED ARAB MARITIME Co. ΤΑΚΤΙΚΑΙ ΓΡΑΜΜΑΙ ΔΙ ΕΠΙΒΑΤΑΣ ΔΙΑ ΕΛΛΑΔΑ - ΙΤΑΛΙΑΝ - ΒΗΡΥΤΤΟΝ ΕΚΤΕΛΟΥΜΕΝΑΙ ὑπὸ τῶν 2 πολυτελῶν σκαφῶν τῶν πλέον νεοναυπηγηθέντων εἰς τὴν Μεσόγειον «ΣΥΡΙΑ» ΚΑΙ «ΑΛ ΓΚΑΖΑΕΡ» ΤΑΚΤΙΚΑΙ ΕΒΔΟΜΑΔΙΑΙΑΙ ΑΝΑΧΩΡΗΣΕΙΣ ΔΙΑ ΕΛΛΑΔΑ ΚΑΙ ΙΤΑΛΙΑΝ ἑκάστην Πέμπτη ΒΗΡΥΤΤΟΝ ἑκάστην Κυριακὴ Διὰ πληροφορίας ἀπευθυνθῆτε εἰς : ΚΑ·Ι·ΡΟΝ : 26 ὁδὸς Σερίφ (Ἰμμομπιλία), Τηλ. 45269 ΑΛΕΞΑΝΔΡΕΙΑ : 1, Λεωφόρος Ἑλ Χορρία, Τηλ. 20824 ΠΟΡΤ ΣΑΙΤ : 3, ὁδὸς Γκομχουρία καὶ Σαφία Ζαγλούλ Τηλ. 2478 ΣΟΥΕΖ : Χεδιβικὸν Ἀκίνητον, Τηλ. 3881 ΚΑΘΩΣ ΚΑΙ ΕΙΣ ΟΛΑ ΤΑ ΤΟΥΡΙΣΤΙΚΑ ΠΡΑΚΤΟΡΕΙΑ [1140, 1056, 1586, 1580]
funeral-title: ΚΗΔΕΙΑ [555, 861, 633, 883]
serial-paragraph: Δὲν ἀπεκλείετο, εἶπε ὁ Σαγκυάμ, νὰ πῆγε καὶ τὸ δρόμο τῆς ὄχθης. Σημάδια θὰ ἐδείξε ἀπὸ ὅπου πέρασε γιὰ νὰ μὴ χανη τὸ δρόμο του. Ἔχει τὴ γνώμη νὰ ἐπιστρέψωμε πρὸς τὴν καλύβα, νὰ ἐρευνήσωμε τὴν ὄχθη κι ἂν δὲν βρούμε τίποτε, τότε γυρίζομε πάλι ἐδῶ. [249, 961, 478, 1077]
radio-athens-schedule [8, 491, 478, 567]
lira-row: ΑΘΗΝΑΙ, 3 Ἰουλίου 1963 [923, 1280, 1065, 1293]
running-header [8, 6, 1586, 32]
market-row: Παλαιστινιακὸν Δάνειον 3ο)ο 1969)73 8175 8150 [710, 1297, 915, 1323]
cinema-listing [248, 216, 478, 254]
offers-list [490, 387, 698, 562]
weddings-list [490, 248, 698, 342]
serial-paragraph: Τὸ ἄλλο πρωΐ ξεκινήσαμε γιὰ τὴν ὄχθη. Ὁ Σαγκυάμ προπορευόταν ἐξετάζοντας τὰ ἴχνη. [249, 1475, 478, 1519]
serial-paragraph: Ὁ Ταῦρος ταράχτηκε καὶ ἔτρεξε κοντά μου. Ὁ διάβολος ! ψιθύρισε. [249, 808, 478, 837]
cinema-program: — Τηλ. 71225 (2 ἔργα) THE IRON CHERIF (Στέρλιγκ Χέϊντεν, Κωνσταντ Φόρντ) καὶ JESSICA (Μιρέϊγ Σιβώλε). [8, 81, 229, 132]
mourning-title: ΠΕΝΘΗ [496, 582, 692, 604]
mosaic-story: ΤΟΥ ΚΑΙΡΟΥ ΜΑΣ ΖΩΝΤΑΝΟ ΨΗΦΙΔΩΤΟ Τὸν συνήντησα στὸ δρόμο. Ἦταν ἐκεῖ ποὺ ἔστεκε καὶ περίμενε. Μοῦ εἶπε ὅτι ἀγαπᾶ τὴν Ἀλεξάνδρεια καὶ τὰ παλιά της σοκάκια. Γνωρίζαμε καλὰ ὁ ἕνας τὸν ἄλλον ἀπὸ τὰ χρόνια τῆς νεότητος. — Καλά, πῶς ἀπὸ ἐδῶ; — Θέλω νὰ ἔλθω κι ἐγὼ νὰ μιλήσω γιὰ τὴν πατρίδα... Ἔτσι πέρασε ἡ βραδυά, μὲ κουβέντες γιὰ τὸ παρελθὸν καὶ γιὰ ὅσους ἔφυγαν. Ὁ μελλοντικὸς μετανάστης τοῦ χωριοῦ ἦταν ἀποφασισμένος νὰ φύγῃ. Τὸν συνήντησα στὸ δρόμο. Ἦταν ἐκεῖ ποὺ ἔστεκε καὶ περίμενε. Μοῦ εἶπε ὅτι ἀγαπᾶ τὴν Ἀλεξάνδρεια καὶ τὰ παλιά της σοκάκια. Γνωρίζαμε καλὰ ὁ ἕνας τὸν ἄλλον ἀπὸ τὰ χρόνια τῆς νεότητος. — Καλά, πῶς ἀπὸ ἐδῶ; — Θέλω νὰ ἔλθω κι ἐγὼ νὰ μιλήσω γιὰ τὴν πατρίδα... Ἔτσι πέρασε ἡ βραδυά, μὲ κουβέντες γιὰ τὸ παρελθὸν καὶ γιὰ ὅσους ἔφυγαν. Ὁ μελλοντικὸς μετανάστης τοῦ χωριοῦ ἦταν ἀποφασισμένος νὰ φύγῃ. Τὸν συνήντησα στὸ δρόμο. Ἦταν ἐκεῖ ποὺ ἔστεκε καὶ περίμενε. Μοῦ εἶπε ὅτι ἀγαπᾶ τὴν Ἀλεξάνδρεια καὶ τὰ παλιά της σοκάκια. Γνωρίζαμε καλὰ ὁ ἕνας τὸν ἄλλον ἀπὸ τὰ χρόνια τῆς νεότητος. — Καλά, πῶς ἀπὸ ἐδῶ; — Θέλω νὰ ἔλθω κι ἐγὼ νὰ μιλήσω γιὰ τὴν πατρίδα... Ἔτσι πέρασε ἡ βραδυά, μὲ κουβέντες γιὰ τὸ παρελθὸν καὶ γιὰ ὅσους ἔφυγαν. Ὁ μελλοντικὸς μετανάστης τοῦ χωριοῦ ἦταν ἀποφασισμένος νὰ φύγῃ. ΝΙΚΗΤΑΣ ΟΡΦΑΝΙΔΗΣ [1140, 576, 1586, 841]
radio-slot: 23.30 Πυλάνο πρόγραμμα [250, 554, 389, 567]
market-row: Ἐθνικὸν Δάνειον 3½% 1960 275 Ε.Π. 263 [710, 1232, 915, 1258]
cinemas-title: ΑΛΕΞΑΝΔΡΙΝΑ ΘΕΑΜΑΤΑ [16, 36, 470, 78]
lira-row: ΖΥΡΙΧΗ, 6 Ἰουλίου [923, 1319, 1029, 1332]
offer-item: — Ὁ Κος καὶ ἡ Κα Ἴσσα Χάμαλη προσέφερον εἰς ἡμᾶς Γ. Δ. 100 ὑπὲρ τοῦ ἐκλεκτοῦ Συλλόγου τῶν Ἀποφοίτων εἰς μνήμην τοῦ ἀειμνήστου τῶν Σοφίας Μαλκωτῆ. [490, 429, 698, 494]
serial-title: ΑΝΤΙΖΗΛΟΙ ΤΟΥ ΔΑΣΟΥΣ [8, 604, 478, 649]
lira-title: Η ΤΙΜΗ ΤΗΣ ΛΙΡΑΣ [923, 1262, 1128, 1276]
ad-offices [1151, 1498, 1575, 1550]
column-right: Η ΛΗΞΙΣ ΤΟΥ ΣΧΟΛΙΚΟΥ ΕΤΟΥΣ 1962 — 1963 Η ΑΠΟΝΟΜΗ ΑΠΟΛΥΤΗΡΙΩΝ ΚΑΙ ΒΡΑΒΕΙΩΝ ΜΕΣΗΣ ΕΚΠΑΙΔΕΥΣΕΩΣ ΤΟ ΣΑΒΒΑΤΟΝ 13 ΙΟΥΛΙΟΥ Ἡ ἐπισημ ἡ τῶν Ἀπολυτηρίων καὶ Βραβείων τῶν Σχολῶν Μέσης καὶ Τεχνικῆς Ἐκπαιδεύσεως, Ἀβερωφείου Γυμνασίου, Σαλβαγείου Ἐμπορικῆς, Ἀμπετείου, Ἀνωτάτου Παρθεναγωγείου, Ἡμερησίας καὶ Νυκτερινῆς Ἐπαγγελματικῆς καὶ Ἑσπερινῆς φροντιστηρίων θὰ λάβῃ χώραν τὸ προσεχὲς Σάββατον 13ην τρέχ. καὶ ὥραν 6 μ.μ. εἰς τὴν αὐλὴν τῆς Τοσιτσαίας Σχολῆς. Προσκαλοῦνται οἱ γονεῖς τῶν μαθητῶν, τὰ μέλη τῆς Κοινότητος, ὡς καὶ πάντες οἱ Ὁμογενεῖς ὅπως παραστοῦν εἰς τὴν ὡς ἄνω τελετήν. ΘΥΜΙΖΕΙ ΤΟΝ ΓΙΑΝΝΗΝ ΑΓΙΑΝΝΗΝ ΕΚΛΕΨΕ ΚΟΥΤΙΑ ΚΟΝΣΕΡΒΕΣ ΧΑΡΙΝ ΤΗΣ ΟΙΚΟΓΕΝΕΙΑΣ ΤΟΥ ΕΙΧΕ ΓΥΝΑΙΚΑ ΚΑΙ 13 ΠΑΙΔΙΑ Οἱ ἀστυνομικοὶ τοῦ ἀρεῖου τῶν κήπων ἐνὸς ρεφωλιεπιώτου, συνέλαβον κρυμμένα ἐκεῖ 430 κουτιά κονσερβῶν. Ἔπειτα κατώρθωσαν νὰ λάβουν μίαν ἰδέαν τῶν γειμάτων τοῦ Λεγοῦ Λουτρεθὶ, τῆς συζύγου τοῦ καὶ τῶν 13 τέκνων των ποὺ ἔλαβαν εἰς βάσιν τὰς τροφὰς αὐτάς. Οὔτε ἐργαζόταν τὸν Ἀπρίλιον ὡς ἐργάτης εἰς ἓνα οἰκοδομικὸν ἐπιχείρησιν. Κάθε βράδυ ἐπιστρέφοντας συνεχίζα τοῦ εἰς ἓνα διαμάντιον τοῦ ἐργοστασίου τῆς ὁποίας, εἰς ἕνα χονδρέμπορον κονσερβῶν. ΚΑΘ' Α ΓΡΑΦΕΙ Η «ΓΚΟΥΜΧΟΥΡΙΑ» ΙΣΡΑΗΛΙΝΑΙ ΑΠΟΠΕΙΡΑΙ ΕΠΕΝΔΥΣΕΩΣ ΚΕΦΑΛΑΙΩΝ ΕΙΣ ΤΟΥΡΚΙΑΝ ΚΑΙ ΕΛΛΑΔΑ Ο ΑΡΑΒΙΚΟΣ ΣΥΝΔΕΣΜΟΣ ΖΗΤΕΙ ΤΗΝ ΜΑΤΑΙΩΣΙΝ ΤΩΝ ΣΙΩΝΙΣΤΙΚΩΝ ΣΧΕΔΙΩΝ Γράφει σήμερον ἡ «Γκουμχουρία»: Ἡ Ὑπηρεσία ἀποκλεισμοῦ τοῦ Ἰσραὴλ τοῦ Ἀραβικοῦ Συνδέσμου, ὑπεύθυνος ἀποστείλαι τὸ Ἰσραὴλ κατὰ τὰς τελευταίας ἡμέρας διὰ τὴν ἐπένδυσιν κεφαλαίων εἰς τὴν Τουρκίαν καὶ τὴν Ἑλλάδα, ἐπὶ τῷ σκοπῷ ὅπως κατορθώσῃ τὴν διείσδυσιν εἰς τὰς ἀγορὰς τῶν χωρῶν αὐτῶν. Ἡ Ὑπηρεσία ἐπέστησε τὴν προσοχὴν τῶν Ἀραβικῶν κρατῶν. ΤΟΥ ΚΑΙΡΟΥ ΜΑΣ ΖΩΝΤΑΝΟ ΨΗΦΙΔΩΤΟ Τὸν συνήντησα στὸ δρόμο. Ἦταν ἐκεῖ ποὺ ἔστεκε καὶ περίμενε. Μοῦ εἶπε ὅτι ἀγαπᾶ τὴν Ἀλεξάνδρεια καὶ τὰ παλιά της σοκάκια. Γνωρίζαμε καλὰ ὁ ἕνας τὸν ἄλλον ἀπὸ τὰ χρόνια τῆς νεότητος. — Καλά, πῶς ἀπὸ ἐδῶ; — Θέλω νὰ ἔλθω κι ἐγὼ νὰ μιλήσω γιὰ τὴν πατρίδα... Ἔτσι πέρασε ἡ βραδυά, μὲ κουβέντες γιὰ τὸ παρελθὸν καὶ γιὰ ὅσους ἔφυγαν. Ὁ μελλοντικὸς μετανάστης τοῦ χωριοῦ ἦταν ἀποφασισμένος νὰ φύγῃ. Τὸν συνήντησα στὸ δρόμο. Ἦταν ἐκεῖ ποὺ ἔστεκε καὶ περίμενε. Μοῦ εἶπε ὅτι ἀγαπᾶ τὴν Ἀλεξάνδρεια καὶ τὰ παλιά της σοκάκια. Γνωρίζαμε καλὰ ὁ ἕνας τὸν ἄλλον ἀπὸ τὰ χρόνια τῆς νεότητος. — Καλά, πῶς ἀπὸ ἐδῶ; — Θέλω νὰ ἔλθω κι ἐγὼ νὰ μιλήσω γιὰ τὴν πατρίδα... Ἔτσι πέρασε ἡ βραδυά, μὲ κουβέντες γιὰ τὸ παρελθὸν καὶ γιὰ ὅσους ἔφυγαν. Ὁ μελλοντικὸς μετανάστης τοῦ χωριοῦ ἦταν ἀποφασισμένος νὰ φύγῃ. Τὸν συνήντησα στὸ δρόμο. Ἦταν ἐκεῖ ποὺ ἔστεκε καὶ περίμενε. Μοῦ εἶπε ὅτι ἀγαπᾶ τὴν Ἀλεξάνδρεια καὶ τὰ παλιά της σοκάκια. Γνωρίζαμε καλὰ ὁ ἕνας τὸν ἄλλον ἀπὸ τὰ χρόνια τῆς νεότητος. — Καλά, πῶς ἀπὸ ἐδῶ; — Θέλω νὰ ἔλθω κι ἐγὼ νὰ μιλήσω γιὰ τὴν πατρίδα... Ἔτσι πέρασε ἡ βραδυά, μὲ κουβέντες γιὰ τὸ παρελθὸν καὶ γιὰ ὅσους ἔφυγαν. Ὁ μελλοντικὸς μετανάστης τοῦ χωριοῦ ἦταν ἀποφασισμένος νὰ φύγῃ. ΝΙΚΗΤΑΣ ΟΡΦΑΝΙΔΗΣ Ο ΓΕΝΙΚΟΣ ΑΙΓΥΠΤΙΑΚΟΣ ΟΡΓΑΝΙΣΜΟΣ ΘΑΛΑΣΣΙΩΝ ΜΕΤΑΦΟΡΩΝ UNITED ARAB MARITIME Co. ΤΑΚΤΙΚΑΙ ΓΡΑΜΜΑΙ ΔΙ ΕΠΙΒΑΤΑΣ ΔΙΑ ΕΛΛΑΔΑ - ΙΤΑΛΙΑΝ - ΒΗΡΥΤΤΟΝ ΕΚΤΕΛΟΥΜΕΝΑΙ ὑπὸ τῶν 2 πολυτελῶν σκαφῶν τῶν πλέον νεοναυπηγηθέντων εἰς τὴν Μεσόγειον «ΣΥΡΙΑ» ΚΑΙ «ΑΛ ΓΚΑΖΑΕΡ» ΤΑΚΤΙΚΑΙ ΕΒΔΟΜΑΔΙΑΙΑΙ ΑΝΑΧΩΡΗΣΕΙΣ ΔΙΑ ΕΛΛΑΔΑ ΚΑΙ ΙΤΑΛΙΑΝ ἑκάστην Πέμπτη ΒΗΡΥΤΤΟΝ ἑκάστην Κυριακὴ Διὰ πληροφορίας ἀπευθυνθῆτε εἰς : ΚΑ·Ι·ΡΟΝ : 26 ὁδὸς Σερίφ (Ἰμμομπιλία), Τηλ. 45269 ΑΛΕΞΑΝΔΡΕΙΑ : 1, Λεωφόρος Ἑλ Χορρία, Τηλ. 20824 ΠΟΡΤ ΣΑΙΤ : 3, ὁδὸς Γκομχουρία καὶ Σαφία Ζαγλούλ Τηλ. 2478 ΣΟΥΕΖ : Χεδιβικὸν Ἀκίνητον, Τηλ. 3881 ΚΑΘΩΣ ΚΑΙ ΕΙΣ ΟΛΑ ΤΑ ΤΟΥΡΙΣΤΙΚΑ ΠΡΑΚΤΟΡΕΙΑ [1140, 36, 1586, 2264]
serial-paragraph: Προσθέσαμε στὴ κατασκηνώσαμε σ' ἕνα ἐδάφος καθαρὸ ἀπὸ θάμνους καὶ ἀγκάθια. Σὲ λίγο σκοτεινιασε ἐντελῶς. [8, 1397, 237, 1455]
theft-story: ΘΥΜΙΖΕΙ ΤΟΝ ΓΙΑΝΝΗΝ ΑΓΙΑΝΝΗΝ ΕΚΛΕΨΕ ΚΟΥΤΙΑ ΚΟΝΣΕΡΒΕΣ ΧΑΡΙΝ ΤΗΣ ΟΙΚΟΓΕΝΕΙΑΣ ΤΟΥ ΕΙΧΕ ΓΥΝΑΙΚΑ ΚΑΙ 13 ΠΑΙΔΙΑ Οἱ ἀστυνομικοὶ τοῦ ἀρεῖου τῶν κήπων ἐνὸς ρεφωλιεπιώτου, συνέλαβον κρυμμένα ἐκεῖ 430 κουτιά κονσερβῶν. Ἔπειτα κατώρθωσαν νὰ λάβουν μίαν ἰδέαν τῶν γειμάτων τοῦ Λεγοῦ Λουτρεθὶ, τῆς συζύγου τοῦ καὶ τῶν 13 τέκνων των ποὺ ἔλαβαν εἰς βάσιν τὰς τροφὰς αὐτάς. Οὔτε ἐργαζόταν τὸν Ἀπρίλιον ὡς ἐργάτης εἰς ἓνα οἰκοδομικὸν ἐπιχείρησιν. Κάθε βράδυ ἐπιστρέφοντας συνεχίζα τοῦ εἰς ἓνα διαμάντιον τοῦ ἐργοστασίου τῆς ὁποίας, εἰς ἕνα χονδρέμπορον κονσερβῶν. [1365, 36, 1586, 299]
ad-office-line: ΚΑ·Ι·ΡΟΝ : 26 ὁδὸς Σερίφ (Ἰμμομπιλία), Τηλ. 45269 [1151, 1498, 1476, 1511]
wedding-item: — Χαρίλαος Γεωργίου Κακκῆς ἐκ Τριπόλεως (Πελ)ννήσου) καὶ Μαγδαλινή, θυγ. Δεσπινῆς ἐκ Μήλου, ὁ μὲν εἰς Λαν ἡ δὲ εἰς Πον. [490, 248, 698, 300]
radio-slot: 22.30 Κάθε Τρίτη τρεῖς [250, 529, 374, 542]
column-day: ΤΗΣ ΗΜΕΡΑΣ ΤΟ ΤΑΞΕΙΔΙΟΝ ΤΩΝ ΒΑΣΙΛΕΩΝ Μὲ ἰδιαιτέραν χαρὰν ὁ Ἑλληνικὸς λαὸς εὔχεται εἰς τοὺς ἀναχωροῦντας σήμερον Βασιλεῖς τῶν Ἑλλήνων, ὅπως τὸ ταξίδιόν των ἀποβῇ ἀναγκαῖον ἐπ' ἀγαθῷ τοῦ Ἑλληνικοῦ Ἔθνους. Διότι, τὸ Βασιλικὸν ταξίδιον δὲν ἔχει ἐθιμικὸν χαρακτῆρα τοῦ θριάμβου ἀλλὰ ἀποβλέπει εἰς τὴν ἐδραίωσιν τῶν δεσμῶν ποὺ συνδέουν τὰς δύο χώρας. Ἡ διατήρησις τῶν καλῶν σχέσεων μὲ τὸ Ἡνωμένον Βασίλειον ἀποτελεῖ πάγιον παράγοντα τῆς ἐξωτερικῆς μας πολιτικῆς καὶ ὅλοι πρέπει νὰ ἀναγνωρίσωμεν ὅτι ἡ ἐπίσκεψις αὐτὴ ἔχει πρωτίστως σημασίαν διὰ τὴν χώραν μας. ❧❧❧ ΠΟΥ ΟΔΗΓΟΥΝ ΟΛΑ ΑΥΤΑ ; Ἡ ἐκ Θεσσαλονίκης εἴδησις, δὲν εἶναι ἀπὸ ἐκείνας τὰς ὁποίας ἠμποροῦμεν ν' ἀντιπαρέλθωμεν: «Συνεχεία τῆς συνεχιζομένης μεταναστεύσεως, ἡ ὁποία προσέλαβεν ἀνησυχητικὰς πλέον διαστάσεις, ἄρχισε νὰ παρατηρῆται ἔλλειψις ἐργατικῶν χειρῶν, μὲ ἀποτέλεσμα, νὰ ἀδυνατοῦν οἱ διάφοροι ἐπιχειρηματίαι νὰ συγκομίσουν τὴν παραγωγήν τους». Καὶ θὰ λεχθῇ βεβαίως ὅτι τὸ φαινόμενον δὲν εἶναι καινούργιον. Ἀλλ' ὅσον παρέρχεται ὁ χρόνος, τόσον καθίσταται ἐμφανέστερον ὅτι ἡ ὕπαιθρος ἐρημοῦται. Ποιὰ εἶναι ἡ πολιτικὴ τῆς Κυβερνήσεως διὰ τὴν ἀναχαίτισιν τοῦ ρεύματος; Ποῦ ὁδηγοῦν ὅλα αὐτά ; ΜΙΑ ΚΑΤΑΤΟΠΙΣΤΙΚΗ ΑΝΑΣΚΟΠΗΣΙΣ Η ΕΛΛΗΝΙΚΗ ΠΟΛΙΤΙΚΗ ΕΒΔΟΜΑΣ Ὁ κ. Γ. Παπανδρέου διὰ νὰ ἀποτύχουν αἱ προσπάθειαι τοῦ κ. Βενιζέλου μετέβαλε στάσιν ἔναντι τῆς Κυβερνήσεως. — Τὸ ἐκλογικὸν σύστημα καὶ αἱ «ἐγγυήσεις» διὰ τὴν διεξαγωγὴν ἀδιάβλητων ἐκλογῶν. — Ὁ κ. Πιπινέλης θὰ συνοδεύσῃ τοὺς Βασιλεῖς εἰς Λονδῖνον. ΑΘΗΝΑΙ, 9 (ιδ. Ὑπ.) — Καλὰς πληροφορίαι λέγουν ὅτι ἡ πολιτικὴ παρασκηνιακὴ δραστηριότης κατὰ τὴν ἑβδομάδα ποὺ ἐπέρασε ἦτο ἐντονωτάτη. Ὁ κ. Γ. Παπανδρέου ἐδήλωσε ὅτι ἡ Ἕνωσις Κέντρου δὲν θὰ λάβῃ μέρος εἰς τὰς προσεχεῖς ἐκλογάς, ἐὰν δὲν παρασχεθοῦν αἱ ἀπαιτούμεναι ἐγγυήσεις. Τὸ γεγονὸς αὐτὸ προεκάλεσε ζωηρὰν ἀνησυχίαν εἰς τοὺς κυβερνητικοὺς κύκλους, οἱ ὁποῖοι ἐπιζητοῦν μίαν συνεννόησιν μὲ τὰ κόμματα τῆς ἀντιπολιτεύσεως. Ὁ κ. Βενιζέλος ἀπέσυρε τὴν πρότασίν του διὰ τὸν σχηματισμὸν οἰκουμενικῆς Κυβερνήσεως. Ἡ ἐπιτροπὴ ἡ ὁποία θὰ μελετήσῃ τὸ ἐκλογικὸν σύστημα ἐπρόκειτο νὰ συνέλθῃ σήμερον, ἀλλὰ ἡ συνεδρίασις ἀνεβλήθη. Κατὰ τὰς πληροφορίας, ἡ Κυβέρνησις θὰ ἐπιμείνῃ εἰς τὸ σύστημα τῆς ἐνισχυμένης ἀναλογικῆς. Ὁ κ. Πιπινέλης, Ὑπουργὸς τῶν Ἐξωτερικῶν, θὰ συνοδεύσῃ τοὺς Βασιλεῖς κατὰ τὸ ταξίδιόν των εἰς Λονδῖνον, ἐνῶ τὴν διαχείρισιν τοῦ Ὑπουργείου θὰ ἀναλάβῃ ὁ κ. Τσάτσος. Ὅλα δεικνύουν ὅτι ἡ πολιτικὴ κατάστασις θὰ παραμείνῃ ρευστὴ μέχρι τοῦ φθινοπώρου. Καλὰς πληροφορίαι λέγουν ὅτι ἡ πολιτικὴ παρασκηνιακὴ δραστηριότης κατὰ τὴν ἑβδομάδα ποὺ ἐπέρασε ἦτο ἐντονωτάτη. Ὁ κ. Γ. Παπανδρέου ἐδήλωσε ὅτι ἡ Ἕνωσις Κέντρου δὲν θὰ λάβῃ μέρος εἰς τὰς προσεχεῖς ἐκλογάς, ἐὰν δὲν παρασχεθοῦν αἱ ἀπαιτούμεναι ἐγγυήσεις. Τὸ γεγονὸς αὐτὸ προεκάλεσε ζωηρὰν ἀνησυχίαν εἰς τοὺς κυβερνητικοὺς κύκλους, οἱ ὁποῖοι ἐπιζητοῦν μίαν συνεννόησιν μὲ τὰ κόμματα τῆς ἀντιπολιτεύσεως. Ὁ κ. Βενιζέλος ἀπέσυρε τὴν πρότασίν του διὰ τὸν σχηματισμὸν οἰκουμενικῆς Κυβερνήσεως. Ἡ ἐπιτροπὴ ἡ ὁποία θὰ μελετήσῃ τὸ ἐκλογικὸν σύστημα ἐπρόκειτο νὰ συνέλθῃ σήμερον, ἀλλὰ ἡ συνεδρίασις ἀνεβλήθη. Κατὰ τὰς πληροφορίας, ἡ Κυβέρνησις θὰ ἐπιμείνῃ εἰς τὸ σύστημα τῆς ἐνισχυμένης ἀναλογικῆς. Ὁ κ. Πιπινέλης, Ὑπουργὸς τῶν Ἐξωτερικῶν, θὰ συνοδεύσῃ τοὺς Βασιλεῖς κατὰ τὸ ταξίδιόν των εἰς Λονδῖνον, ἐνῶ τὴν διαχείρισιν τοῦ Ὑπουργείου θὰ ἀναλάβῃ ὁ κ. Τσάτσος. Ὅλα δεικνύουν ὅτι ἡ πολιτικὴ κατάστασις θὰ παραμείνῃ ρευστὴ μέχρι τοῦ φθινοπώρου. Ο ΣΧΟΛΙΑΣΤΗΣ Ο ΠΡΕΣΒΥΣ ΤΗΣ ΗΑΔ Ἡ Α. Μ. ὁ Βασιλεὺς ἐδέχθη σήμερον τὸν Πρέσβυν τῆς Η.Α.Δ. κ. Λουτφὶ Μουστάφα Ἐλ Χαγκάρ. Η ΧΘΕΣΙΝΗ ΚΙΝΗΣΙΣ ΕΙΣ ΤΟ ΧΡΗΜΑΤΙΣΤΗΡΙΟΝ ΑΞΙΩΝ Κατασκευαστικόν ἀπὸ σήμερον κατὰ τὴν Ἐνσφράγισιν τῶν Μικρῶν Ἐπιχειρήσεων. Ἐθνικὸν Δάνειον 3½% 1960 275 Ε.Π. 263 Κλείσιμον 8) 31.1963 Ἀναπτυξιακὸν Δάνειον 3 1)2 ο)ο 1969)73 91.5 9200 Παλαιστινιακὸν Δάνειον 3ο)ο 1969)73 8175 8150 Λιμενικὸν 1951 712 712 Κρηπικὸν καὶ Βερίων Φόρμων 120 120 Νιλὰ Ἰνζίνηραν 58.5 58.5 Ναῦτικὸς (ρετρειά) 168 168 Νιλ φὰρ Ἀουίλ 97 97 Ναῦ Ἑλλάκ. 187 187 Ἀλεξανδρία Ζενταλ Πρεσ 152 145 Η ΤΙΜΗ ΤΗΣ ΛΙΡΑΣ ΑΘΗΝΑΙ, 3 Ἰουλίου 1963 Ἀγγλικὴ κοινὴ 293.50 Ἰταλικὴς κοπῆς 272.50 ΖΥΡΙΧΗ, 6 Ἰουλίου Α. Αἰγυπτιακὴ ἐκ Ἑλβετικὰ 6.65 [710, 36, 1128, 1362]
cinema-listing [248, 189, 478, 214]
school-head: Η ΑΠΟΝΟΜΗ ΑΠΟΛΥΤΗΡΙΩΝ ΚΑΙ ΒΡΑΒΕΙΩΝ ΜΕΣΗΣ ΕΚΠΑΙΔΕΥΣΕΩΣ [1178, 75, 1317, 143]
